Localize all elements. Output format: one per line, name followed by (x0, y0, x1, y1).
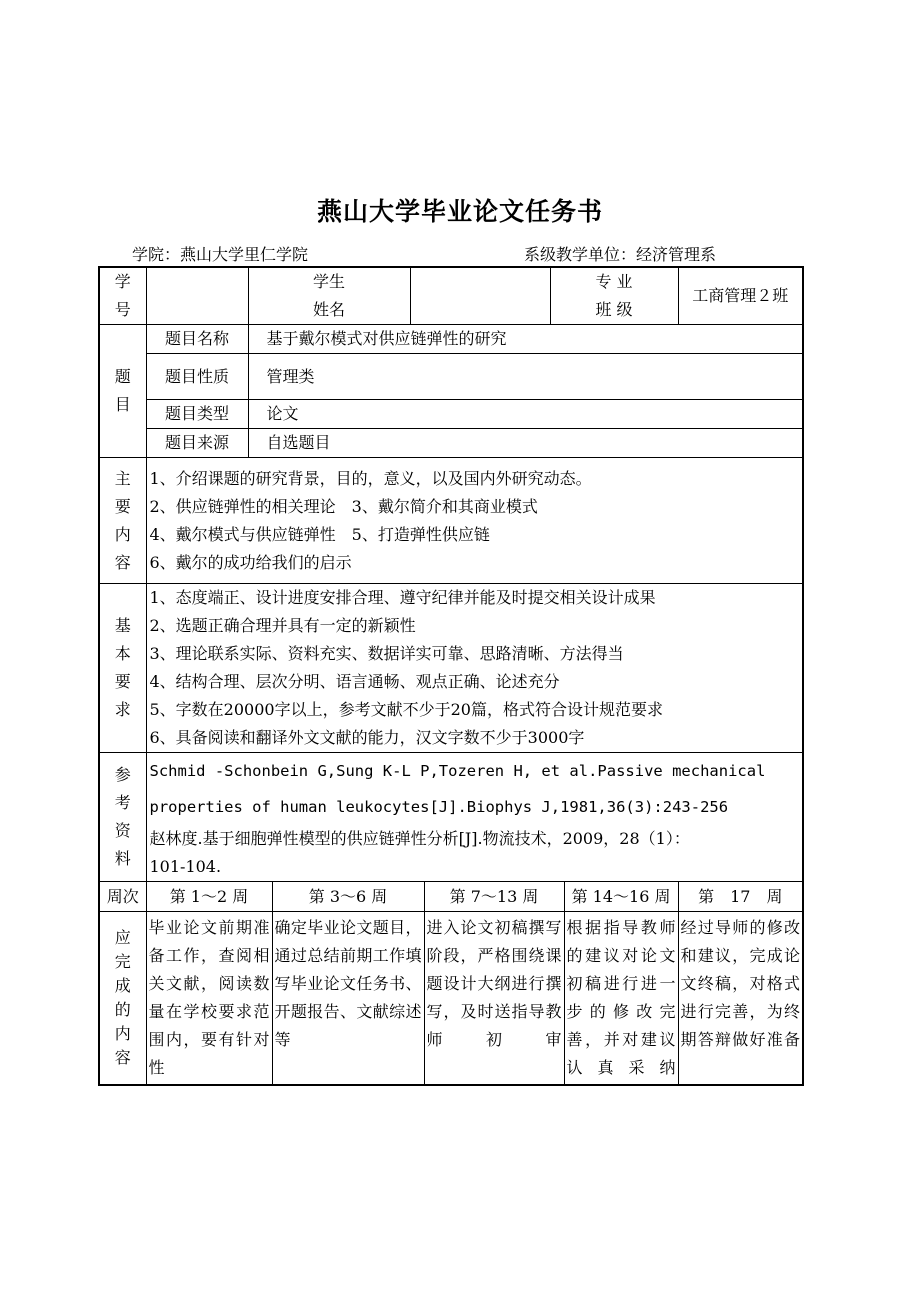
task-week-3: 进入论文初稿撰写阶段，严格围绕课题设计大纲进行撰写，及时送指导教师初审 (424, 912, 564, 1086)
requirement-line: 1、态度端正、设计进度安排合理、遵守纪律并能及时提交相关设计成果 (149, 588, 656, 607)
requirement-line: 2、选题正确合理并具有一定的新颖性 (149, 616, 416, 635)
college-label: 学院：燕山大学里仁学院 (132, 245, 309, 264)
references-label: 参 考 资 料 (99, 753, 146, 882)
task-week-2: 确定毕业论文题目，通过总结前期工作填写毕业论文任务书、开题报告、文献综述等 (272, 912, 424, 1086)
content-label: 主 要 内 容 (99, 458, 146, 584)
content-line: 2、供应链弹性的相关理论 3、戴尔简介和其商业模式 (149, 496, 538, 516)
content-line: 6、戴尔的成功给我们的启示 (149, 552, 352, 572)
page-title: 燕山大学毕业论文任务书 (316, 197, 603, 226)
topic-row (99, 400, 803, 429)
requirements-body (146, 584, 803, 753)
content-line: 4、戴尔模式与供应链弹性 5、打造弹性供应链 (149, 524, 490, 544)
topic-name-value: 基于戴尔模式对供应链弹性的研究 (248, 325, 803, 354)
task-week-5: 经过导师的修改和建议，完成论文终稿，对格式进行完善，为终期答辩做好准备 (678, 912, 803, 1086)
requirements-row (99, 584, 803, 753)
task-week-4: 根据指导教师的建议对论文初稿进行进一步的修改完善，并对建议认真采纳 (564, 912, 678, 1086)
topic-nature-value: 管理类 (248, 354, 803, 400)
header-row (99, 267, 803, 325)
topic-row (99, 429, 803, 458)
topic-label: 题 目 (99, 325, 146, 458)
requirement-line: 5、字数在20000字以上，参考文献不少于20篇，格式符合设计规范要求 (149, 700, 663, 719)
week-label: 周次 (99, 882, 146, 912)
topic-row (99, 354, 803, 400)
student-name-value[interactable] (410, 267, 550, 325)
topic-row (99, 325, 803, 354)
student-no-label: 学 号 (99, 267, 146, 325)
unit-label: 系级教学单位：经济管理系 (524, 245, 717, 264)
topic-type-label: 题目类型 (146, 400, 248, 429)
requirement-line: 4、结构合理、层次分明、语言通畅、观点正确、论述充分 (149, 672, 560, 691)
week-3: 第 7～13 周 (424, 882, 564, 912)
content-row (99, 458, 803, 584)
task-week-1: 毕业论文前期准备工作，查阅相关文献，阅读数量在学校要求范围内，要有针对性 (146, 912, 272, 1086)
week-4: 第 14～16 周 (564, 882, 678, 912)
task-table (98, 266, 804, 1086)
topic-name-label: 题目名称 (146, 325, 248, 354)
requirement-line: 6、具备阅读和翻译外文文献的能力，汉文字数不少于3000字 (149, 728, 585, 747)
student-name-label: 学生 姓名 (248, 267, 410, 325)
reference-line: 赵林度.基于细胞弹性模型的供应链弹性分析[J].物流技术，2009，28（1）： (149, 829, 690, 848)
week-2: 第 3～6 周 (272, 882, 424, 912)
requirements-label: 基 本 要 求 (99, 584, 146, 753)
schedule-header-row (99, 882, 803, 912)
week-5: 第 17 周 (678, 882, 803, 912)
reference-line: properties of human leukocytes[J].Biophys J,1981,36(3):243-256 (149, 798, 729, 816)
topic-nature-label: 题目性质 (146, 354, 248, 400)
reference-line: Schmid -Schonbein G,Sung K-L P,Tozeren H, et al.Passive mechanical (149, 762, 766, 780)
reference-line: 101-104. (149, 857, 222, 876)
task-label: 应 完 成 的 内 容 (99, 912, 146, 1086)
major-class-value: 工商管理２班 (678, 267, 803, 325)
content-line: 1、介绍课题的研究背景，目的，意义，以及国内外研究动态。 (149, 468, 592, 488)
requirement-line: 3、理论联系实际、资料充实、数据详实可靠、思路清晰、方法得当 (149, 644, 624, 663)
content-body (146, 458, 803, 584)
week-1: 第 1～2 周 (146, 882, 272, 912)
topic-source-label: 题目来源 (146, 429, 248, 458)
schedule-task-row (99, 912, 803, 1086)
topic-source-value: 自选题目 (248, 429, 803, 458)
major-class-label: 专 业 班 级 (550, 267, 678, 325)
topic-type-value: 论文 (248, 400, 803, 429)
references-body (146, 753, 803, 882)
references-row (99, 753, 803, 882)
student-no-value[interactable] (146, 267, 248, 325)
